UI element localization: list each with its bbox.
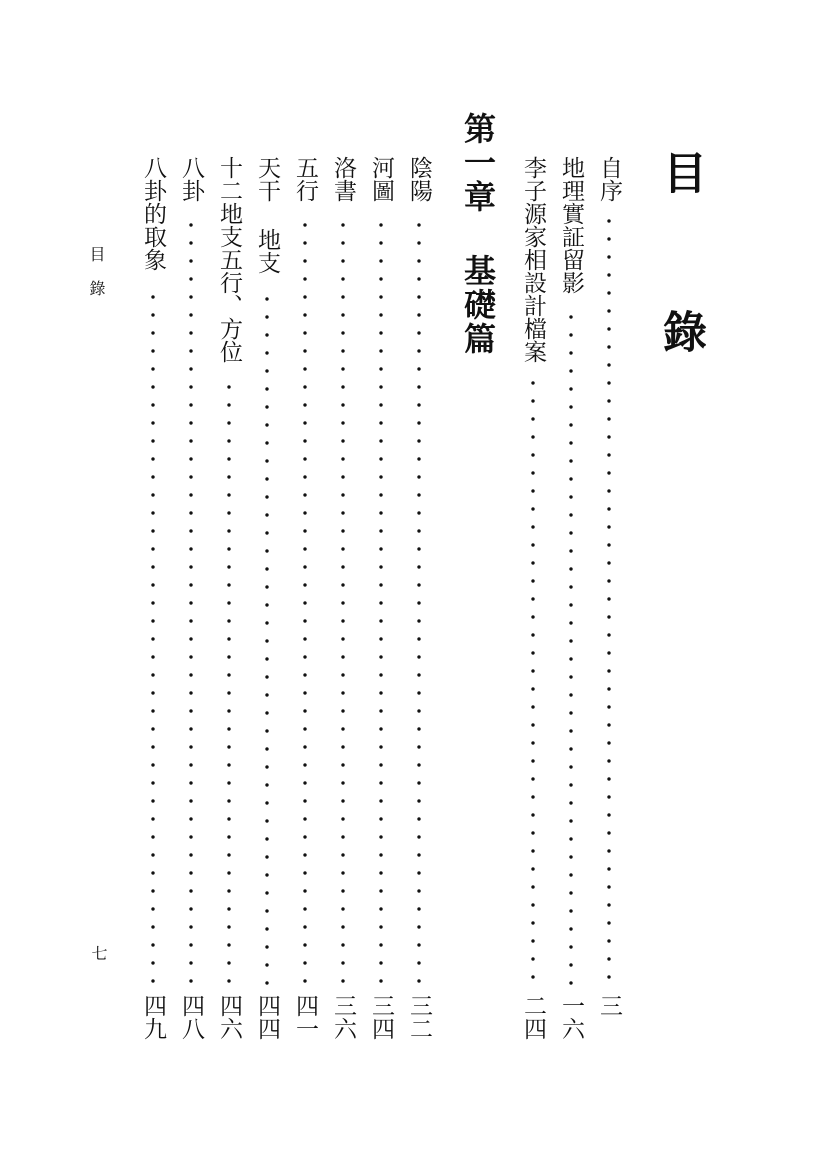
toc-entry-page: 四八: [178, 994, 204, 1040]
toc-entry-title: 十二地支五行、方位: [216, 156, 242, 363]
dot-leader: [417, 216, 421, 988]
toc-entry-hetu[interactable]: [366, 156, 394, 1040]
toc-entry-title: 八卦: [178, 156, 204, 202]
toc-entry-title: 八卦的取象: [140, 156, 166, 271]
dot-leader: [379, 216, 383, 988]
toc-entry-page: 三四: [368, 994, 394, 1040]
toc-entry-page: 四一: [292, 994, 318, 1040]
toc-entry-luoshu[interactable]: [328, 156, 356, 1040]
running-header: 目錄: [87, 246, 106, 314]
page-number: 七: [89, 945, 108, 961]
toc-entry-page: 三二: [406, 994, 432, 1040]
toc-entry-bagua[interactable]: [176, 156, 204, 1040]
toc-entry-stems-branches[interactable]: [252, 156, 280, 1040]
toc-entry-title: 自序: [596, 156, 622, 202]
dot-leader: [341, 216, 345, 988]
toc-entry-title: 河圖: [368, 156, 394, 202]
toc-entry-page: 二四: [520, 994, 546, 1040]
dot-leader: [531, 374, 535, 988]
dot-leader: [303, 216, 307, 988]
chapter-heading: 第一章 基礎篇: [459, 112, 497, 356]
toc-entry-bagua-images[interactable]: [138, 156, 166, 1040]
toc-entry-design-files[interactable]: [518, 156, 546, 1040]
dot-leader: [189, 216, 193, 988]
toc-entry-twelve-branches[interactable]: [214, 156, 242, 1040]
toc-entry-page: 三: [596, 994, 622, 1017]
toc-entry-title: 洛書: [330, 156, 356, 202]
page-title: 目 錄: [655, 150, 706, 385]
toc-entry-page: 一六: [558, 994, 584, 1040]
toc-entry-page: 三六: [330, 994, 356, 1040]
toc-entry-title: 地理實証留影: [558, 156, 584, 294]
toc-entry-preface[interactable]: [594, 156, 620, 1036]
toc-entry-photos[interactable]: [556, 156, 584, 1040]
dot-leader: [265, 290, 269, 988]
dot-leader: [569, 308, 573, 988]
toc-entry-wuxing[interactable]: [290, 156, 318, 1040]
toc-entry-page: 四四: [254, 994, 280, 1040]
dot-leader: [227, 378, 231, 988]
toc-entry-page: 四六: [216, 994, 242, 1040]
toc-entry-title: 五行: [292, 156, 318, 202]
dot-leader: [151, 288, 155, 988]
toc-entry-title: 天干 地支: [254, 156, 280, 274]
toc-entry-yinyang[interactable]: [404, 156, 432, 1040]
toc-entry-title: 李子源家相設計檔案: [520, 156, 546, 363]
toc-entry-page: 四九: [140, 994, 166, 1040]
dot-leader: [607, 212, 611, 988]
toc-entry-title: 陰陽: [406, 156, 432, 202]
